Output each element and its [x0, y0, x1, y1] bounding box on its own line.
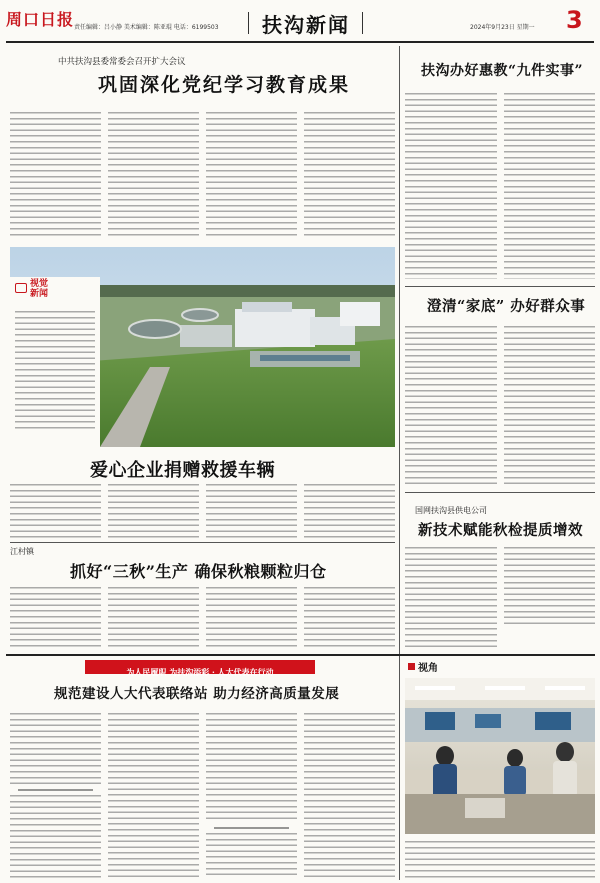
visual-news-photo	[10, 247, 395, 447]
text-column	[304, 484, 395, 538]
caption-text	[15, 311, 95, 429]
article-headline: 巩固深化党纪学习教育成果	[98, 74, 351, 96]
article-kicker: 中共扶沟县委常委会召开扩大会议	[58, 57, 186, 67]
perspective-marker-icon	[408, 663, 415, 670]
subheading-bar	[18, 789, 93, 791]
article-body	[10, 713, 395, 879]
article-donation	[10, 452, 395, 540]
text-column	[206, 112, 297, 238]
article-power	[405, 497, 595, 652]
article-headline: 扶沟办好惠教“九件实事”	[421, 63, 584, 79]
article-npc	[10, 657, 395, 881]
section-rule	[10, 542, 395, 543]
perspective-section	[405, 657, 595, 881]
section-rule	[6, 654, 595, 656]
text-column	[504, 326, 596, 484]
special-banner	[85, 660, 315, 677]
article-kicker: 国网扶沟县供电公司	[415, 506, 487, 515]
article-party-meeting	[10, 50, 395, 240]
text-column	[10, 587, 101, 649]
text-column	[108, 484, 199, 538]
article-body	[10, 484, 395, 538]
location-tag: 江村镇	[10, 547, 34, 556]
article-body	[405, 326, 595, 484]
article-harvest	[10, 545, 395, 651]
text-column	[206, 587, 297, 649]
newspaper-logo: 周口日报	[6, 10, 75, 29]
text-column	[304, 587, 395, 649]
issue-date: 2024年9月23日 星期一	[470, 24, 535, 31]
photo-caption	[405, 841, 595, 879]
text-column	[10, 713, 101, 879]
text-column	[108, 587, 199, 649]
service-hall-photo	[405, 678, 595, 834]
article-assets	[405, 290, 595, 486]
article-body	[10, 112, 395, 238]
article-education	[405, 50, 595, 282]
section-rule	[405, 286, 595, 287]
text-column	[304, 112, 395, 238]
section-divider-left	[248, 12, 249, 34]
article-headline: 新技术赋能秋检提质增效	[418, 522, 583, 539]
text-column	[304, 713, 395, 879]
perspective-photo	[405, 678, 595, 834]
article-headline: 澄清“家底” 办好群众事	[427, 298, 586, 315]
article-body	[405, 93, 595, 279]
article-body	[10, 587, 395, 649]
text-column	[405, 326, 497, 484]
visual-news-label-line2: 新闻	[30, 289, 49, 299]
masthead	[0, 0, 600, 42]
section-divider-right	[362, 12, 363, 34]
masthead-rule	[6, 41, 594, 43]
visual-news-caption-box	[10, 277, 100, 447]
special-banner-text: 为人民履职 为扶沟添彩 · 人大代表在行动	[126, 667, 274, 677]
article-headline: 抓好“三秋”生产 确保秋粮颗粒归仓	[70, 562, 327, 581]
article-headline: 爱心企业捐赠救援车辆	[90, 460, 275, 481]
text-column	[405, 93, 497, 279]
section-title: 扶沟新闻	[262, 13, 350, 37]
text-column	[405, 547, 497, 649]
camera-icon	[15, 283, 27, 293]
visual-news-label	[30, 279, 48, 299]
column-divider	[399, 46, 400, 880]
article-headline: 规范建设人大代表联络站 助力经济高质量发展	[54, 686, 340, 702]
text-column	[10, 112, 101, 238]
text-column	[108, 713, 199, 879]
text-column	[206, 484, 297, 538]
page-number: 3	[566, 6, 583, 34]
perspective-label: 视角	[418, 663, 438, 674]
text-column	[10, 484, 101, 538]
section-rule	[405, 492, 595, 493]
visual-news-label-line1: 视觉	[30, 279, 49, 289]
text-column	[504, 547, 596, 625]
text-column	[504, 93, 596, 279]
text-column	[108, 112, 199, 238]
article-body	[405, 547, 595, 649]
subheading-bar	[214, 827, 289, 829]
text-column	[206, 713, 297, 879]
editor-info: 责任编辑：吕小静 美术编辑：陈亚琨 电话：6199503	[74, 24, 219, 31]
